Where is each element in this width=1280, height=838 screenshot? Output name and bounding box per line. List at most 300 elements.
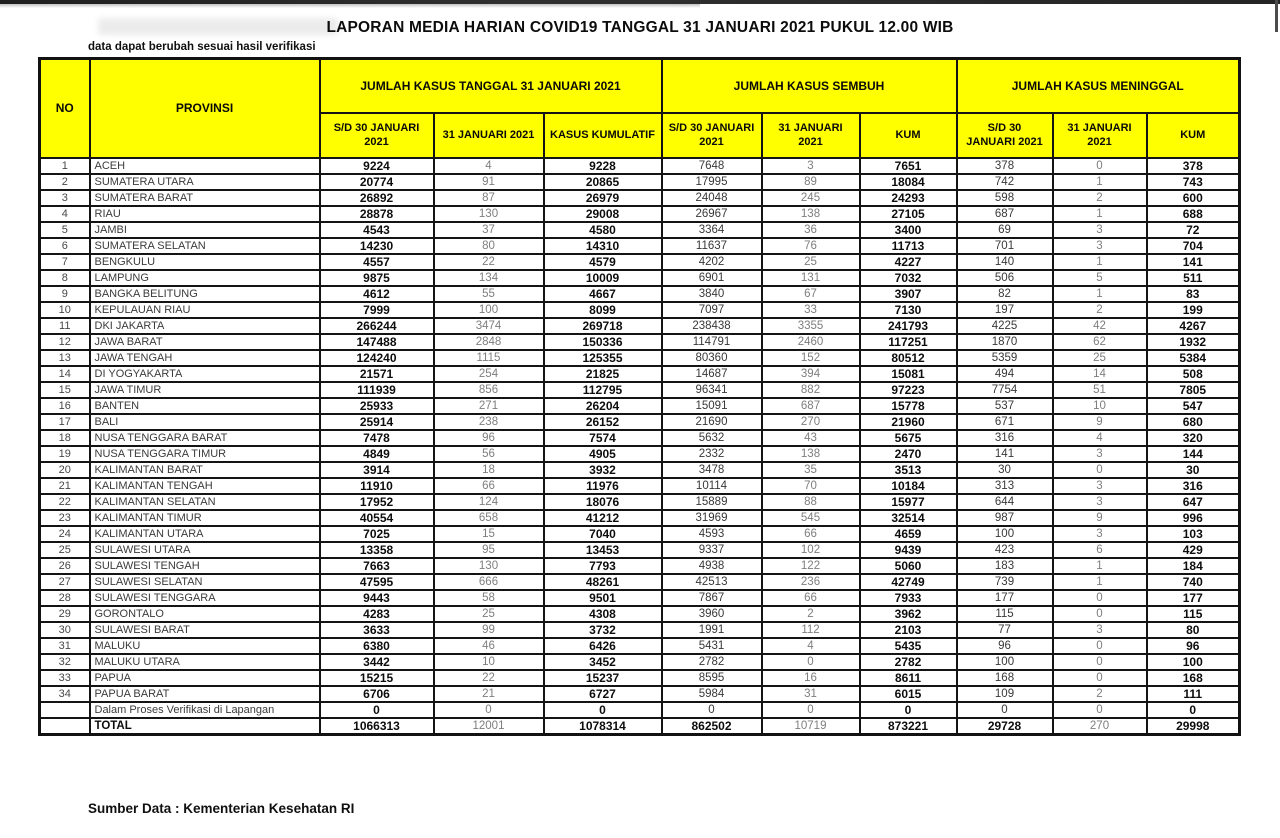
cell-province: KALIMANTAN BARAT: [90, 462, 320, 478]
table-row: [40, 206, 1240, 222]
cell-value: 7574: [544, 430, 662, 446]
cell-value: 10184: [860, 478, 957, 494]
cell-value: 89: [762, 174, 860, 190]
cell-value: 67: [762, 286, 860, 302]
cell-value: 1932: [1147, 334, 1240, 350]
cell-value: 3355: [762, 318, 860, 334]
cell-value: 4202: [662, 254, 762, 270]
cell-value: 9337: [662, 542, 762, 558]
cell-value: 14230: [320, 238, 434, 254]
cell-no: 6: [40, 238, 90, 254]
cell-value: 9439: [860, 542, 957, 558]
cell-value: 29008: [544, 206, 662, 222]
verification-row: [40, 702, 1240, 718]
cell-no: 25: [40, 542, 90, 558]
cell-province: TOTAL: [90, 718, 320, 735]
cell-province: MALUKU UTARA: [90, 654, 320, 670]
table-row: [40, 638, 1240, 654]
cell-value: 598: [957, 190, 1053, 206]
table-row: [40, 254, 1240, 270]
col-header-no: NO: [40, 59, 90, 158]
cell-value: 423: [957, 542, 1053, 558]
cell-value: 2103: [860, 622, 957, 638]
table-row: [40, 462, 1240, 478]
table-row: [40, 654, 1240, 670]
cell-value: 2848: [434, 334, 544, 350]
cell-value: 4227: [860, 254, 957, 270]
page-title: LAPORAN MEDIA HARIAN COVID19 TANGGAL 31 JANUARI 2021 PUKUL 12.00 WIB: [326, 19, 954, 36]
cell-value: 378: [1147, 158, 1240, 174]
cell-value: 320: [1147, 430, 1240, 446]
cell-value: 5359: [957, 350, 1053, 366]
cell-value: 140: [957, 254, 1053, 270]
sub-header-sembuh-sd30: S/D 30 JANUARI 2021: [662, 113, 762, 158]
cell-no: 15: [40, 382, 90, 398]
cell-value: 9501: [544, 590, 662, 606]
cell-value: 15: [434, 526, 544, 542]
cell-value: 3: [1053, 222, 1147, 238]
table-row: [40, 334, 1240, 350]
cell-value: 1: [1053, 206, 1147, 222]
cell-value: 25: [434, 606, 544, 622]
cell-value: 4225: [957, 318, 1053, 334]
cell-value: 0: [1053, 158, 1147, 174]
cell-no: 17: [40, 414, 90, 430]
cell-value: 48261: [544, 574, 662, 590]
cell-value: 7478: [320, 430, 434, 446]
cell-value: 5: [1053, 270, 1147, 286]
cell-value: 14687: [662, 366, 762, 382]
sub-header-kasus-kumulatif: KASUS KUMULATIF: [544, 113, 662, 158]
cell-value: 112795: [544, 382, 662, 398]
cell-value: 3: [1053, 238, 1147, 254]
cell-value: 4612: [320, 286, 434, 302]
cell-province: LAMPUNG: [90, 270, 320, 286]
cell-value: 5632: [662, 430, 762, 446]
table-row: [40, 174, 1240, 190]
cell-value: 378: [957, 158, 1053, 174]
cell-value: 16: [762, 670, 860, 686]
cell-value: 15778: [860, 398, 957, 414]
cell-value: 115: [957, 606, 1053, 622]
cell-no: 24: [40, 526, 90, 542]
cell-value: 3: [1053, 446, 1147, 462]
header-group-row: [40, 59, 1240, 113]
cell-no: 10: [40, 302, 90, 318]
cell-value: 873221: [860, 718, 957, 735]
cell-value: 0: [1053, 654, 1147, 670]
cell-province: ACEH: [90, 158, 320, 174]
cell-value: 26204: [544, 398, 662, 414]
cell-value: 7097: [662, 302, 762, 318]
cell-value: 0: [1053, 702, 1147, 718]
cell-value: 238438: [662, 318, 762, 334]
cell-province: KALIMANTAN TENGAH: [90, 478, 320, 494]
cell-value: 3932: [544, 462, 662, 478]
cell-no: 12: [40, 334, 90, 350]
cell-value: 9875: [320, 270, 434, 286]
cell-value: 15215: [320, 670, 434, 686]
cell-value: 31: [762, 686, 860, 702]
cell-value: 15237: [544, 670, 662, 686]
cell-value: 3513: [860, 462, 957, 478]
cell-value: 30: [1147, 462, 1240, 478]
cell-value: 184: [1147, 558, 1240, 574]
cell-value: 3: [1053, 494, 1147, 510]
cell-value: 10009: [544, 270, 662, 286]
cell-no: 2: [40, 174, 90, 190]
cell-value: 2460: [762, 334, 860, 350]
cell-value: 72: [1147, 222, 1240, 238]
cell-value: 3400: [860, 222, 957, 238]
cell-value: 6015: [860, 686, 957, 702]
cell-value: 1870: [957, 334, 1053, 350]
cell-value: 17952: [320, 494, 434, 510]
sub-header-meninggal-sd30: S/D 30 JANUARI 2021: [957, 113, 1053, 158]
cell-province: JAWA TIMUR: [90, 382, 320, 398]
cell-no: 14: [40, 366, 90, 382]
cell-value: 25914: [320, 414, 434, 430]
cell-value: 11637: [662, 238, 762, 254]
sub-header-kasus-31: 31 JANUARI 2021: [434, 113, 544, 158]
cell-value: 5435: [860, 638, 957, 654]
cell-value: 687: [762, 398, 860, 414]
table-row: [40, 558, 1240, 574]
cell-province: NUSA TENGGARA BARAT: [90, 430, 320, 446]
cell-value: 147488: [320, 334, 434, 350]
table-row: [40, 446, 1240, 462]
cell-value: 313: [957, 478, 1053, 494]
cell-value: 1066313: [320, 718, 434, 735]
cell-value: 0: [957, 702, 1053, 718]
cell-value: 18: [434, 462, 544, 478]
table-row: [40, 526, 1240, 542]
cell-value: 76: [762, 238, 860, 254]
cell-value: 100: [434, 302, 544, 318]
cell-value: 33: [762, 302, 860, 318]
cell-value: 5060: [860, 558, 957, 574]
cell-value: 238: [434, 414, 544, 430]
cell-value: 3732: [544, 622, 662, 638]
cell-value: 4849: [320, 446, 434, 462]
cell-value: 4: [434, 158, 544, 174]
cell-value: 508: [1147, 366, 1240, 382]
cell-value: 66: [434, 478, 544, 494]
cell-value: 644: [957, 494, 1053, 510]
cell-value: 3914: [320, 462, 434, 478]
cell-value: 36: [762, 222, 860, 238]
cell-value: 704: [1147, 238, 1240, 254]
cell-value: 600: [1147, 190, 1240, 206]
cell-no: 33: [40, 670, 90, 686]
cell-value: 130: [434, 206, 544, 222]
cell-value: 25: [1053, 350, 1147, 366]
cell-value: 80360: [662, 350, 762, 366]
cell-no: 32: [40, 654, 90, 670]
cell-value: 680: [1147, 414, 1240, 430]
cell-value: 6727: [544, 686, 662, 702]
table-row: [40, 366, 1240, 382]
cell-value: 131: [762, 270, 860, 286]
cell-province: JAWA BARAT: [90, 334, 320, 350]
cell-value: 24048: [662, 190, 762, 206]
cell-no: 29: [40, 606, 90, 622]
table-row: [40, 670, 1240, 686]
cell-value: 80: [1147, 622, 1240, 638]
cell-value: 24293: [860, 190, 957, 206]
cell-value: 125355: [544, 350, 662, 366]
cell-value: 37: [434, 222, 544, 238]
cell-value: 32514: [860, 510, 957, 526]
cell-value: 56: [434, 446, 544, 462]
cell-no: 21: [40, 478, 90, 494]
cell-value: 688: [1147, 206, 1240, 222]
cell-value: 882: [762, 382, 860, 398]
cell-value: 5984: [662, 686, 762, 702]
cell-value: 5431: [662, 638, 762, 654]
table-row: [40, 286, 1240, 302]
cell-value: 671: [957, 414, 1053, 430]
cell-value: 2: [1053, 190, 1147, 206]
cell-no: 4: [40, 206, 90, 222]
cell-value: 138: [762, 206, 860, 222]
cell-value: 7999: [320, 302, 434, 318]
cell-value: 3962: [860, 606, 957, 622]
cell-value: 4267: [1147, 318, 1240, 334]
cell-value: 42749: [860, 574, 957, 590]
cell-value: 11713: [860, 238, 957, 254]
cell-province: JAWA TENGAH: [90, 350, 320, 366]
cell-value: 4905: [544, 446, 662, 462]
covid-report-table: [38, 57, 1241, 736]
cell-value: 8099: [544, 302, 662, 318]
cell-no: 11: [40, 318, 90, 334]
cell-value: 168: [1147, 670, 1240, 686]
cell-value: 3840: [662, 286, 762, 302]
cell-value: 100: [957, 526, 1053, 542]
cell-value: 11910: [320, 478, 434, 494]
cell-value: 236: [762, 574, 860, 590]
cell-value: 18076: [544, 494, 662, 510]
cell-value: 266244: [320, 318, 434, 334]
cell-value: 5675: [860, 430, 957, 446]
cell-value: 55: [434, 286, 544, 302]
cell-value: 41212: [544, 510, 662, 526]
cell-value: 9: [1053, 510, 1147, 526]
cell-value: 7754: [957, 382, 1053, 398]
cell-no: 8: [40, 270, 90, 286]
cell-value: 150336: [544, 334, 662, 350]
cell-value: 82: [957, 286, 1053, 302]
table-row: [40, 510, 1240, 526]
cell-value: 4543: [320, 222, 434, 238]
cell-value: 103: [1147, 526, 1240, 542]
group-header-meninggal: JUMLAH KASUS MENINGGAL: [957, 59, 1240, 113]
cell-value: 7651: [860, 158, 957, 174]
cell-province: SULAWESI SELATAN: [90, 574, 320, 590]
table-row: [40, 414, 1240, 430]
cell-value: 0: [662, 702, 762, 718]
cell-value: 9228: [544, 158, 662, 174]
cell-value: 3442: [320, 654, 434, 670]
cell-province: DI YOGYAKARTA: [90, 366, 320, 382]
cell-value: 10114: [662, 478, 762, 494]
cell-value: 511: [1147, 270, 1240, 286]
table-row: [40, 302, 1240, 318]
cell-province: BALI: [90, 414, 320, 430]
cell-value: 1: [1053, 574, 1147, 590]
cell-value: 26979: [544, 190, 662, 206]
cell-no: 28: [40, 590, 90, 606]
cell-value: 21825: [544, 366, 662, 382]
table-row: [40, 350, 1240, 366]
cell-value: 197: [957, 302, 1053, 318]
cell-no: [40, 702, 90, 718]
cell-value: 4667: [544, 286, 662, 302]
cell-province: BENGKULU: [90, 254, 320, 270]
cell-value: 6: [1053, 542, 1147, 558]
cell-value: 254: [434, 366, 544, 382]
cell-value: 6706: [320, 686, 434, 702]
cell-value: 96: [957, 638, 1053, 654]
cell-value: 111939: [320, 382, 434, 398]
cell-value: 26967: [662, 206, 762, 222]
cell-value: 62: [1053, 334, 1147, 350]
cell-value: 51: [1053, 382, 1147, 398]
cell-no: 20: [40, 462, 90, 478]
cell-value: 0: [1053, 638, 1147, 654]
cell-value: 6380: [320, 638, 434, 654]
cell-value: 114791: [662, 334, 762, 350]
cell-value: 17995: [662, 174, 762, 190]
cell-value: 152: [762, 350, 860, 366]
cell-value: 0: [860, 702, 957, 718]
cell-no: 3: [40, 190, 90, 206]
cell-value: 856: [434, 382, 544, 398]
cell-value: 7805: [1147, 382, 1240, 398]
cell-province: GORONTALO: [90, 606, 320, 622]
cell-value: 494: [957, 366, 1053, 382]
table-row: [40, 574, 1240, 590]
cell-value: 13358: [320, 542, 434, 558]
table-row: [40, 190, 1240, 206]
table-row: [40, 622, 1240, 638]
cell-province: KALIMANTAN TIMUR: [90, 510, 320, 526]
cell-value: 7933: [860, 590, 957, 606]
cell-value: 141: [1147, 254, 1240, 270]
cell-value: 3474: [434, 318, 544, 334]
cell-no: 5: [40, 222, 90, 238]
cell-value: 1: [1053, 558, 1147, 574]
cell-value: 4580: [544, 222, 662, 238]
cell-value: 42513: [662, 574, 762, 590]
cell-value: 35: [762, 462, 860, 478]
cell-province: NUSA TENGGARA TIMUR: [90, 446, 320, 462]
cell-no: 13: [40, 350, 90, 366]
cell-value: 66: [762, 526, 860, 542]
cell-value: 429: [1147, 542, 1240, 558]
cell-value: 14310: [544, 238, 662, 254]
col-header-provinsi: PROVINSI: [90, 59, 320, 158]
cell-value: 12001: [434, 718, 544, 735]
cell-value: 7793: [544, 558, 662, 574]
cell-value: 13453: [544, 542, 662, 558]
cell-value: 394: [762, 366, 860, 382]
cell-value: 15081: [860, 366, 957, 382]
cell-value: 0: [1053, 590, 1147, 606]
cell-value: 29998: [1147, 718, 1240, 735]
cell-value: 270: [1053, 718, 1147, 735]
cell-value: 7130: [860, 302, 957, 318]
cell-value: 15889: [662, 494, 762, 510]
cell-value: 177: [1147, 590, 1240, 606]
cell-value: 183: [957, 558, 1053, 574]
cell-value: 112: [762, 622, 860, 638]
cell-no: 30: [40, 622, 90, 638]
cell-value: 7032: [860, 270, 957, 286]
cell-value: 537: [957, 398, 1053, 414]
table-row: [40, 494, 1240, 510]
cell-value: 124: [434, 494, 544, 510]
cell-province: MALUKU: [90, 638, 320, 654]
cell-value: 30: [957, 462, 1053, 478]
cell-province: SUMATERA UTARA: [90, 174, 320, 190]
cell-value: 701: [957, 238, 1053, 254]
cell-no: 9: [40, 286, 90, 302]
cell-value: 987: [957, 510, 1053, 526]
cell-value: 241793: [860, 318, 957, 334]
cell-no: 19: [40, 446, 90, 462]
cell-value: 4593: [662, 526, 762, 542]
cell-value: 22: [434, 254, 544, 270]
cell-value: 3633: [320, 622, 434, 638]
cell-value: 2: [1053, 302, 1147, 318]
table-row: [40, 542, 1240, 558]
cell-value: 83: [1147, 286, 1240, 302]
cell-value: 144: [1147, 446, 1240, 462]
cell-no: 1: [40, 158, 90, 174]
cell-province: SULAWESI TENGGARA: [90, 590, 320, 606]
cell-province: KALIMANTAN SELATAN: [90, 494, 320, 510]
table-row: [40, 478, 1240, 494]
table-row: [40, 430, 1240, 446]
cell-value: 80512: [860, 350, 957, 366]
cell-value: 21690: [662, 414, 762, 430]
scan-top-edge-fade: [0, 4, 700, 8]
cell-value: 2782: [662, 654, 762, 670]
cell-value: 102: [762, 542, 860, 558]
cell-value: 100: [957, 654, 1053, 670]
cell-value: 96: [1147, 638, 1240, 654]
cell-value: 100: [1147, 654, 1240, 670]
sub-header-sembuh-31: 31 JANUARI 2021: [762, 113, 860, 158]
cell-value: 3364: [662, 222, 762, 238]
cell-value: 4659: [860, 526, 957, 542]
cell-value: 1078314: [544, 718, 662, 735]
cell-value: 647: [1147, 494, 1240, 510]
cell-value: 26152: [544, 414, 662, 430]
cell-value: 3: [1053, 622, 1147, 638]
verification-note: data dapat berubah sesuai hasil verifikasi: [88, 41, 316, 53]
cell-value: 14: [1053, 366, 1147, 382]
cell-value: 7867: [662, 590, 762, 606]
cell-value: 3907: [860, 286, 957, 302]
cell-value: 0: [320, 702, 434, 718]
cell-value: 46: [434, 638, 544, 654]
cell-province: SUMATERA SELATAN: [90, 238, 320, 254]
cell-value: 3: [762, 158, 860, 174]
cell-value: 20865: [544, 174, 662, 190]
